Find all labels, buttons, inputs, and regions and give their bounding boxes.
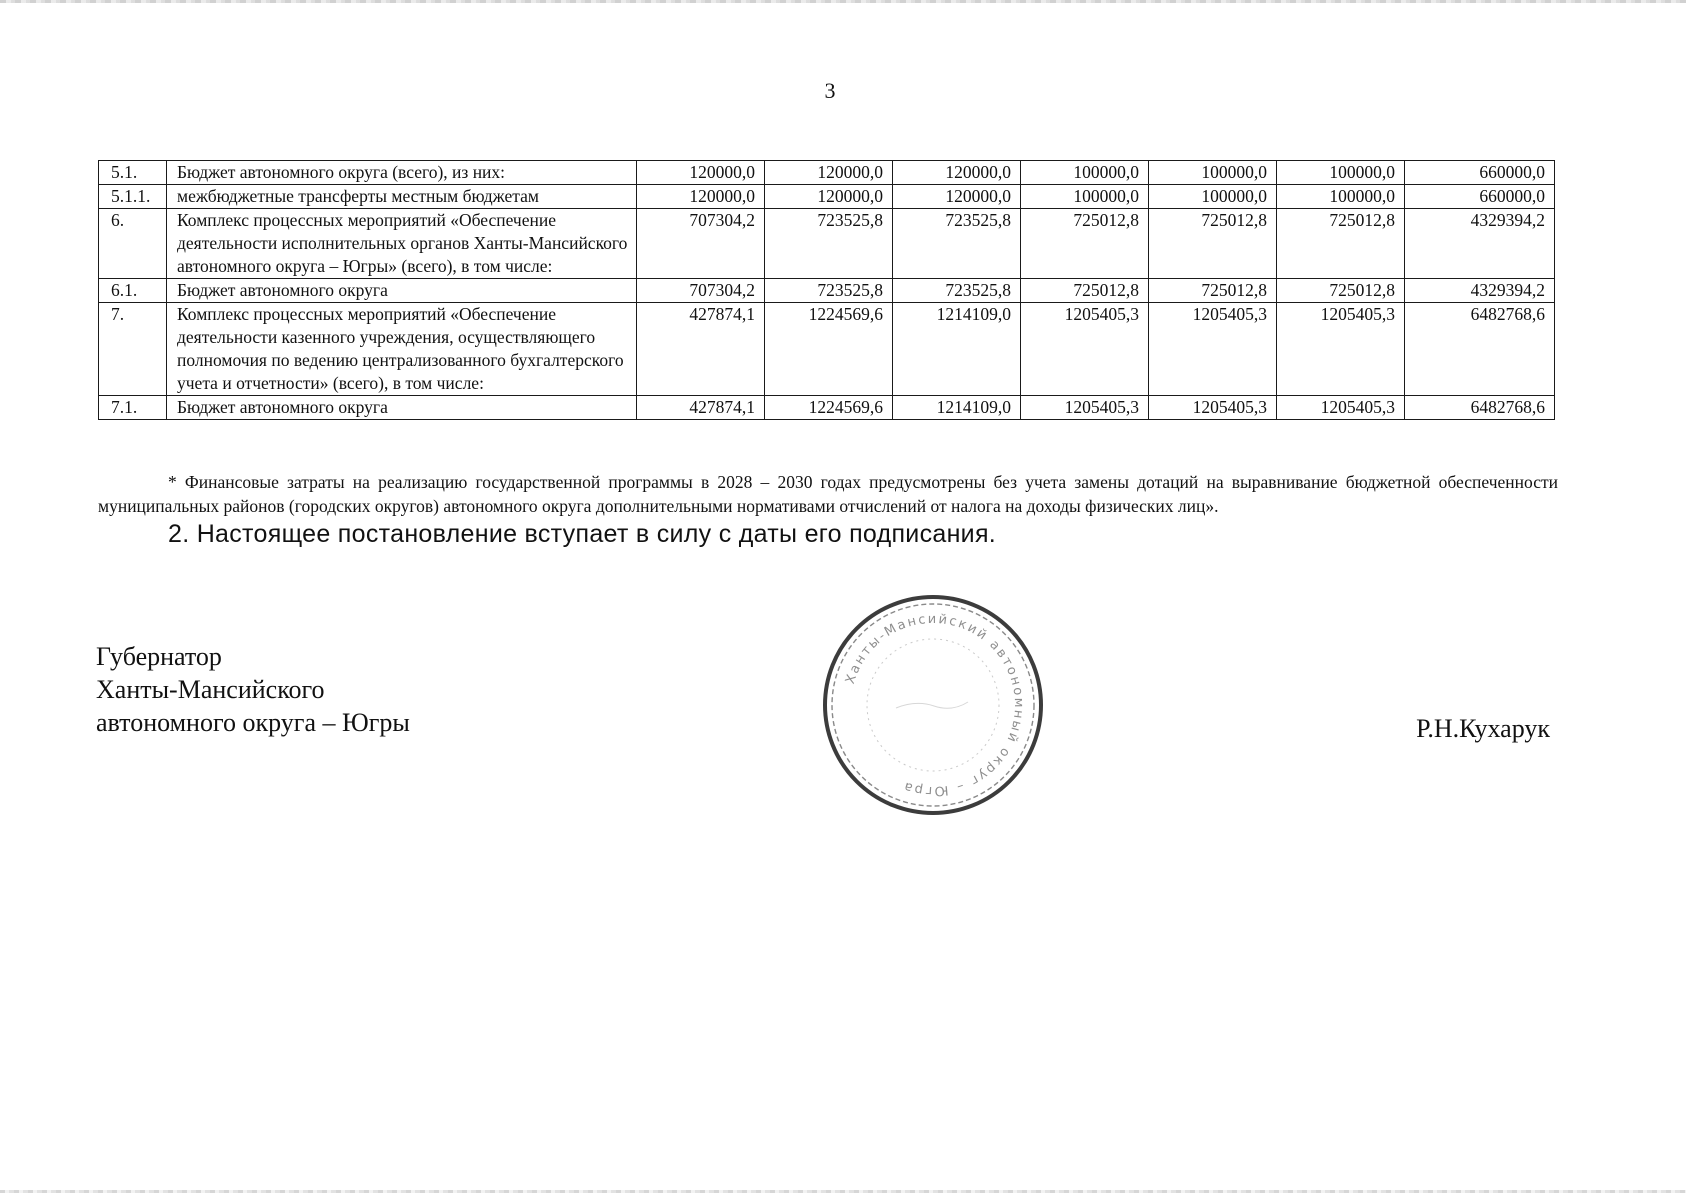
row-value-cell: 1224569,6 — [765, 396, 893, 420]
row-code-cell: 7. — [99, 303, 167, 396]
row-code-cell: 6.1. — [99, 279, 167, 303]
row-code-cell: 5.1.1. — [99, 185, 167, 209]
scan-edge-top — [0, 0, 1686, 3]
signatory-block — [96, 640, 410, 739]
row-value-cell: 100000,0 — [1277, 185, 1405, 209]
row-value-cell: 100000,0 — [1021, 185, 1149, 209]
row-value-cell: 120000,0 — [765, 161, 893, 185]
row-value-cell: 100000,0 — [1149, 161, 1277, 185]
row-value-cell: 1205405,3 — [1021, 303, 1149, 396]
row-value-cell: 120000,0 — [893, 185, 1021, 209]
signer-name: Р.Н.Кухарук — [1416, 714, 1550, 743]
footnote: * Финансовые затраты на реализацию государственной программы в 2028 – 2030 годах предусмотрены без учета замены дотаций на выравнивание бюджетной обеспеченности муниципальных районов (городских округов) автономного округа дополнительными нормативами отчислений от налога на доходы физических лиц». — [98, 472, 1558, 516]
row-code-cell: 7.1. — [99, 396, 167, 420]
row-value-cell: 1205405,3 — [1149, 303, 1277, 396]
row-name-cell: Бюджет автономного округа — [167, 396, 637, 420]
row-value-cell: 725012,8 — [1277, 279, 1405, 303]
row-value-cell: 1205405,3 — [1021, 396, 1149, 420]
row-total-cell: 660000,0 — [1405, 185, 1555, 209]
row-total-cell: 4329394,2 — [1405, 209, 1555, 279]
budget-table-body — [99, 161, 1555, 420]
row-value-cell: 723525,8 — [765, 209, 893, 279]
row-value-cell: 725012,8 — [1021, 209, 1149, 279]
row-value-cell: 120000,0 — [637, 185, 765, 209]
row-value-cell: 725012,8 — [1021, 279, 1149, 303]
row-name-cell: Бюджет автономного округа — [167, 279, 637, 303]
row-total-cell: 6482768,6 — [1405, 396, 1555, 420]
row-total-cell: 6482768,6 — [1405, 303, 1555, 396]
row-value-cell: 1205405,3 — [1149, 396, 1277, 420]
row-value-cell: 427874,1 — [637, 396, 765, 420]
official-seal-stamp — [818, 590, 1048, 820]
budget-table — [98, 160, 1555, 420]
seal-center-ring — [867, 639, 999, 771]
seal-outer-ring — [825, 597, 1041, 813]
row-value-cell: 723525,8 — [893, 279, 1021, 303]
row-value-cell: 120000,0 — [637, 161, 765, 185]
row-name-cell: Комплекс процессных мероприятий «Обеспечение деятельности исполнительных органов Ханты-Мансийского автономного округа – Югры» (всего), в том числе: — [167, 209, 637, 279]
signatory-district: автономного округа – Югры — [96, 708, 410, 737]
row-total-cell: 660000,0 — [1405, 161, 1555, 185]
row-value-cell: 1205405,3 — [1277, 396, 1405, 420]
row-value-cell: 120000,0 — [765, 185, 893, 209]
row-value-cell: 1214109,0 — [893, 396, 1021, 420]
row-value-cell: 725012,8 — [1149, 209, 1277, 279]
row-value-cell: 707304,2 — [637, 209, 765, 279]
row-value-cell: 1224569,6 — [765, 303, 893, 396]
scan-edge-bottom — [0, 1190, 1686, 1193]
decree-clause: 2. Настоящее постановление вступает в силу с даты его подписания. — [168, 520, 997, 548]
row-name-cell: межбюджетные трансферты местным бюджетам — [167, 185, 637, 209]
row-value-cell: 1214109,0 — [893, 303, 1021, 396]
seal-inner-ring — [832, 604, 1034, 806]
seal-graphic — [818, 590, 1048, 820]
seal-inscription: Ханты-Мансийский автономный округ – Югра — [842, 611, 1027, 799]
signatory-region: Ханты-Мансийского — [96, 675, 325, 704]
page-number: 3 — [824, 78, 836, 103]
row-value-cell: 707304,2 — [637, 279, 765, 303]
table-row — [99, 209, 1555, 279]
row-code-cell: 6. — [99, 209, 167, 279]
seal-emblem-trace — [896, 702, 968, 708]
row-value-cell: 725012,8 — [1149, 279, 1277, 303]
table-row — [99, 303, 1555, 396]
row-value-cell: 725012,8 — [1277, 209, 1405, 279]
row-value-cell: 427874,1 — [637, 303, 765, 396]
row-value-cell: 100000,0 — [1277, 161, 1405, 185]
row-value-cell: 1205405,3 — [1277, 303, 1405, 396]
table-row — [99, 279, 1555, 303]
row-total-cell: 4329394,2 — [1405, 279, 1555, 303]
table-row — [99, 185, 1555, 209]
row-value-cell: 100000,0 — [1149, 185, 1277, 209]
row-name-cell: Комплекс процессных мероприятий «Обеспечение деятельности казенного учреждения, осуществляющего полномочия по ведению централизованного бухгалтерского учета и отчетности» (всего), в том числе: — [167, 303, 637, 396]
row-value-cell: 723525,8 — [765, 279, 893, 303]
row-code-cell: 5.1. — [99, 161, 167, 185]
table-row — [99, 396, 1555, 420]
row-value-cell: 723525,8 — [893, 209, 1021, 279]
row-name-cell: Бюджет автономного округа (всего), из них: — [167, 161, 637, 185]
row-value-cell: 100000,0 — [1021, 161, 1149, 185]
signatory-title: Губернатор — [96, 642, 222, 671]
table-row — [99, 161, 1555, 185]
row-value-cell: 120000,0 — [893, 161, 1021, 185]
